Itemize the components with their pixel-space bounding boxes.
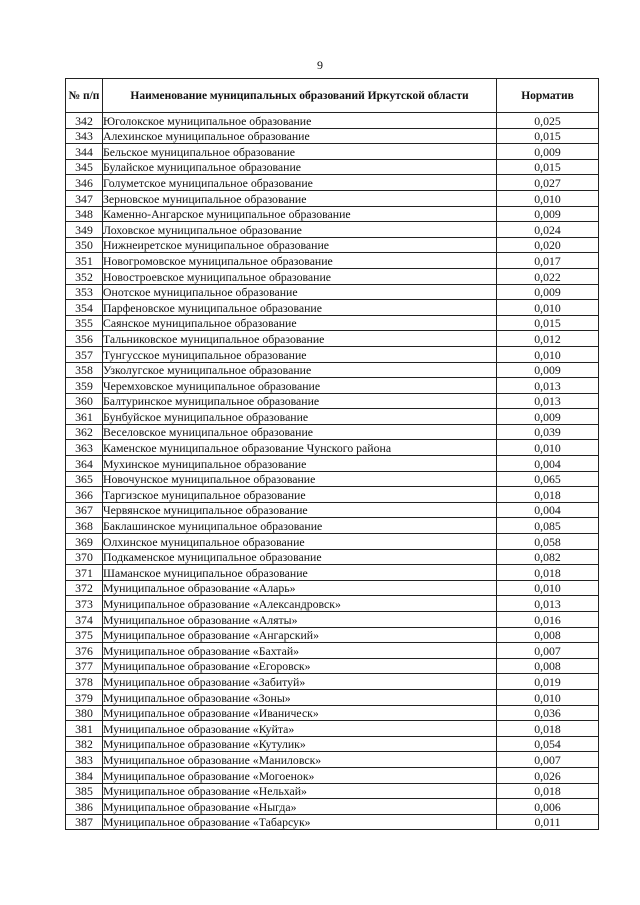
- row-number: 368: [66, 518, 103, 534]
- municipality-name: Мухинское муниципальное образование: [103, 456, 497, 472]
- municipality-name: Муниципальное образование «Ангарский»: [103, 627, 497, 643]
- table-row: [66, 456, 599, 472]
- norm-value: 0,010: [497, 190, 599, 206]
- row-number: 379: [66, 689, 103, 705]
- norm-value: 0,008: [497, 627, 599, 643]
- municipality-name: Муниципальное образование «Ныгда»: [103, 799, 497, 815]
- norm-value: 0,036: [497, 705, 599, 721]
- norm-value: 0,082: [497, 549, 599, 565]
- municipality-name: Муниципальное образование «Александровск»: [103, 596, 497, 612]
- municipality-name: Веселовское муниципальное образование: [103, 424, 497, 440]
- table-row: [66, 175, 599, 191]
- row-number: 354: [66, 300, 103, 316]
- row-number: 348: [66, 206, 103, 222]
- municipality-name: Шаманское муниципальное образование: [103, 565, 497, 581]
- municipality-name: Саянское муниципальное образование: [103, 315, 497, 331]
- municipality-name: Каменно-Ангарское муниципальное образование: [103, 206, 497, 222]
- table-row: [66, 409, 599, 425]
- table-row: [66, 658, 599, 674]
- municipality-name: Таргизское муниципальное образование: [103, 487, 497, 503]
- table-row: [66, 113, 599, 129]
- municipality-name: Муниципальное образование «Нельхай»: [103, 783, 497, 799]
- row-number: 385: [66, 783, 103, 799]
- table-row: [66, 502, 599, 518]
- norm-value: 0,006: [497, 799, 599, 815]
- table-row: [66, 144, 599, 160]
- table-row: [66, 222, 599, 238]
- table-row: [66, 612, 599, 628]
- row-number: 343: [66, 128, 103, 144]
- municipality-name: Черемховское муниципальное образование: [103, 378, 497, 394]
- municipality-name: Тальниковское муниципальное образование: [103, 331, 497, 347]
- row-number: 359: [66, 378, 103, 394]
- municipality-name: Муниципальное образование «Зоны»: [103, 689, 497, 705]
- norm-value: 0,018: [497, 721, 599, 737]
- table-row: [66, 128, 599, 144]
- norm-value: 0,009: [497, 144, 599, 160]
- municipality-name: Голуметское муниципальное образование: [103, 175, 497, 191]
- row-number: 342: [66, 113, 103, 129]
- norm-value: 0,017: [497, 253, 599, 269]
- table-row: [66, 300, 599, 316]
- table-row: [66, 783, 599, 799]
- table-row: [66, 549, 599, 565]
- norm-value: 0,004: [497, 502, 599, 518]
- municipality-name: Муниципальное образование «Егоровск»: [103, 658, 497, 674]
- table-row: [66, 752, 599, 768]
- norm-value: 0,027: [497, 175, 599, 191]
- municipality-name: Муниципальное образование «Табарсук»: [103, 814, 497, 830]
- row-number: 369: [66, 534, 103, 550]
- norm-value: 0,018: [497, 487, 599, 503]
- row-number: 350: [66, 237, 103, 253]
- table-row: [66, 705, 599, 721]
- norm-value: 0,024: [497, 222, 599, 238]
- norm-value: 0,039: [497, 424, 599, 440]
- page-number: 9: [317, 58, 323, 72]
- row-number: 382: [66, 736, 103, 752]
- row-number: 366: [66, 487, 103, 503]
- norm-value: 0,022: [497, 268, 599, 284]
- municipality-name: Муниципальное образование «Куйта»: [103, 721, 497, 737]
- norm-value: 0,012: [497, 331, 599, 347]
- row-number: 372: [66, 580, 103, 596]
- norm-value: 0,011: [497, 814, 599, 830]
- norm-value: 0,013: [497, 393, 599, 409]
- row-number: 378: [66, 674, 103, 690]
- norm-value: 0,009: [497, 206, 599, 222]
- table-row: [66, 346, 599, 362]
- table-row: [66, 674, 599, 690]
- table-row: [66, 471, 599, 487]
- norm-value: 0,010: [497, 440, 599, 456]
- table-row: [66, 378, 599, 394]
- table-row: [66, 596, 599, 612]
- table-row: [66, 393, 599, 409]
- header-norm: Норматив: [497, 79, 599, 113]
- row-number: 358: [66, 362, 103, 378]
- table-body: [66, 113, 599, 830]
- norm-value: 0,004: [497, 456, 599, 472]
- row-number: 364: [66, 456, 103, 472]
- norm-value: 0,009: [497, 284, 599, 300]
- row-number: 357: [66, 346, 103, 362]
- norm-value: 0,010: [497, 300, 599, 316]
- row-number: 352: [66, 268, 103, 284]
- table-row: [66, 518, 599, 534]
- municipality-name: Алехинское муниципальное образование: [103, 128, 497, 144]
- table-row: [66, 565, 599, 581]
- norm-value: 0,007: [497, 752, 599, 768]
- row-number: 375: [66, 627, 103, 643]
- municipality-name: Муниципальное образование «Кутулик»: [103, 736, 497, 752]
- row-number: 381: [66, 721, 103, 737]
- table-row: [66, 721, 599, 737]
- norm-value: 0,007: [497, 643, 599, 659]
- norm-value: 0,016: [497, 612, 599, 628]
- row-number: 344: [66, 144, 103, 160]
- municipality-name: Новочунское муниципальное образование: [103, 471, 497, 487]
- municipality-name: Тунгусское муниципальное образование: [103, 346, 497, 362]
- row-number: 345: [66, 159, 103, 175]
- municipality-name: Юголокское муниципальное образование: [103, 113, 497, 129]
- row-number: 363: [66, 440, 103, 456]
- norm-value: 0,025: [497, 113, 599, 129]
- norm-value: 0,010: [497, 580, 599, 596]
- row-number: 347: [66, 190, 103, 206]
- norm-value: 0,018: [497, 565, 599, 581]
- table-row: [66, 799, 599, 815]
- row-number: 365: [66, 471, 103, 487]
- norm-value: 0,013: [497, 596, 599, 612]
- norm-value: 0,054: [497, 736, 599, 752]
- norm-value: 0,010: [497, 689, 599, 705]
- municipality-name: Новогромовское муниципальное образование: [103, 253, 497, 269]
- row-number: 380: [66, 705, 103, 721]
- row-number: 373: [66, 596, 103, 612]
- table-row: [66, 736, 599, 752]
- municipality-name: Нижнеиретское муниципальное образование: [103, 237, 497, 253]
- row-number: 362: [66, 424, 103, 440]
- municipality-name: Муниципальное образование «Аляты»: [103, 612, 497, 628]
- table-row: [66, 190, 599, 206]
- table-header: [66, 79, 599, 113]
- municipality-name: Бельское муниципальное образование: [103, 144, 497, 160]
- table-row: [66, 284, 599, 300]
- table-row: [66, 268, 599, 284]
- municipality-name: Бунбуйское муниципальное образование: [103, 409, 497, 425]
- municipality-name: Червянское муниципальное образование: [103, 502, 497, 518]
- header-number: № п/п: [66, 79, 103, 113]
- row-number: 353: [66, 284, 103, 300]
- norm-value: 0,085: [497, 518, 599, 534]
- norm-value: 0,015: [497, 128, 599, 144]
- municipality-name: Муниципальное образование «Маниловск»: [103, 752, 497, 768]
- municipality-name: Подкаменское муниципальное образование: [103, 549, 497, 565]
- table-row: [66, 627, 599, 643]
- table-row: [66, 331, 599, 347]
- norm-value: 0,009: [497, 409, 599, 425]
- table-row: [66, 440, 599, 456]
- row-number: 377: [66, 658, 103, 674]
- table-row: [66, 767, 599, 783]
- municipality-name: Балтуринское муниципальное образование: [103, 393, 497, 409]
- municipality-name: Муниципальное образование «Иваническ»: [103, 705, 497, 721]
- municipality-name: Зерновское муниципальное образование: [103, 190, 497, 206]
- row-number: 383: [66, 752, 103, 768]
- row-number: 346: [66, 175, 103, 191]
- norms-table: [65, 78, 599, 830]
- row-number: 386: [66, 799, 103, 815]
- municipality-name: Узколугское муниципальное образование: [103, 362, 497, 378]
- norm-value: 0,018: [497, 783, 599, 799]
- row-number: 351: [66, 253, 103, 269]
- row-number: 355: [66, 315, 103, 331]
- row-number: 361: [66, 409, 103, 425]
- municipality-name: Парфеновское муниципальное образование: [103, 300, 497, 316]
- table-row: [66, 237, 599, 253]
- row-number: 376: [66, 643, 103, 659]
- municipality-name: Муниципальное образование «Аларь»: [103, 580, 497, 596]
- norm-value: 0,015: [497, 315, 599, 331]
- norm-value: 0,008: [497, 658, 599, 674]
- norm-value: 0,015: [497, 159, 599, 175]
- norm-value: 0,058: [497, 534, 599, 550]
- row-number: 374: [66, 612, 103, 628]
- header-municipality-name: Наименование муниципальных образований Иркутской области: [103, 79, 497, 113]
- municipality-name: Онотское муниципальное образование: [103, 284, 497, 300]
- table-row: [66, 253, 599, 269]
- municipality-name: Новостроевское муниципальное образование: [103, 268, 497, 284]
- table-row: [66, 159, 599, 175]
- municipality-name: Булайское муниципальное образование: [103, 159, 497, 175]
- header-row: [66, 79, 599, 113]
- table-row: [66, 689, 599, 705]
- row-number: 387: [66, 814, 103, 830]
- table-row: [66, 814, 599, 830]
- municipality-name: Муниципальное образование «Могоенок»: [103, 767, 497, 783]
- row-number: 356: [66, 331, 103, 347]
- table-row: [66, 580, 599, 596]
- municipality-name: Баклашинское муниципальное образование: [103, 518, 497, 534]
- table-row: [66, 206, 599, 222]
- municipality-name: Муниципальное образование «Бахтай»: [103, 643, 497, 659]
- norm-value: 0,013: [497, 378, 599, 394]
- table-row: [66, 315, 599, 331]
- municipality-name: Олхинское муниципальное образование: [103, 534, 497, 550]
- norm-value: 0,010: [497, 346, 599, 362]
- table-row: [66, 424, 599, 440]
- norm-value: 0,020: [497, 237, 599, 253]
- norm-value: 0,065: [497, 471, 599, 487]
- table-row: [66, 362, 599, 378]
- municipality-name: Муниципальное образование «Забитуй»: [103, 674, 497, 690]
- table-row: [66, 643, 599, 659]
- norm-value: 0,019: [497, 674, 599, 690]
- row-number: 371: [66, 565, 103, 581]
- norm-value: 0,009: [497, 362, 599, 378]
- municipality-name: Каменское муниципальное образование Чунского района: [103, 440, 497, 456]
- municipality-name: Лоховское муниципальное образование: [103, 222, 497, 238]
- table-row: [66, 487, 599, 503]
- table-row: [66, 534, 599, 550]
- row-number: 367: [66, 502, 103, 518]
- row-number: 384: [66, 767, 103, 783]
- row-number: 349: [66, 222, 103, 238]
- row-number: 370: [66, 549, 103, 565]
- row-number: 360: [66, 393, 103, 409]
- norm-value: 0,026: [497, 767, 599, 783]
